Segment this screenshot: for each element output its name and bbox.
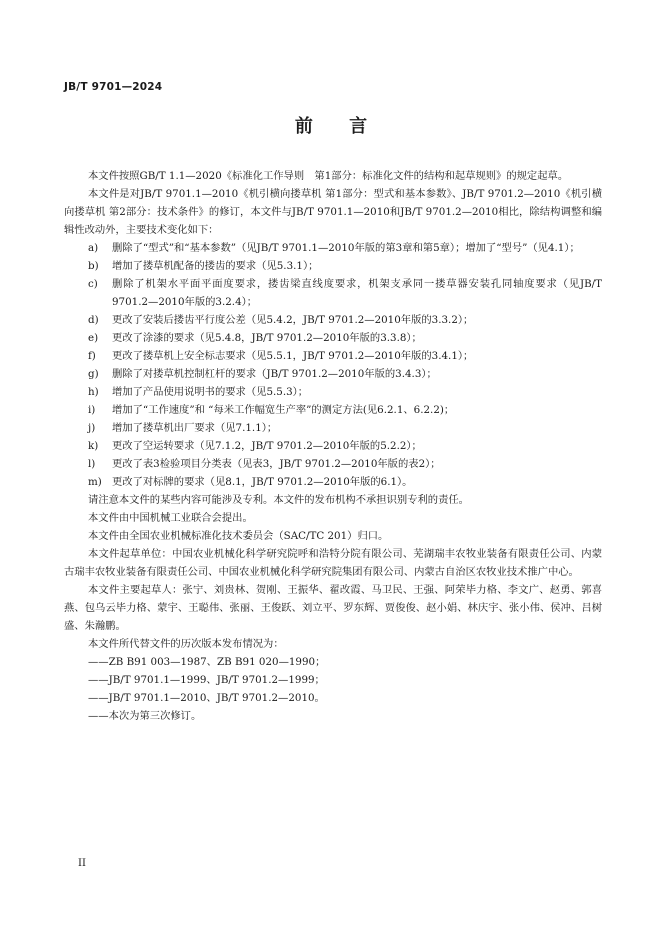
page-title: 前 言 xyxy=(294,116,368,137)
list-item xyxy=(64,383,602,401)
list-marker: h) xyxy=(88,386,99,398)
list-marker: j) xyxy=(88,422,96,434)
list-item xyxy=(64,455,602,473)
list-text: 更改了涂漆的要求（见5.4.8，JB/T 9701.2—2010年版的3.3.8）； xyxy=(112,332,422,344)
intro-paragraph: 本文件按照GB/T 1.1—2020《标准化工作导则 第1部分：标准化文件的结构和起草规则》的规定起草。 xyxy=(88,170,569,182)
list-text: 更改了搂草机上安全标志要求（见5.5.1，JB/T 9701.2—2010年版的3.4.1）； xyxy=(112,350,474,362)
list-item xyxy=(64,473,602,491)
list-marker: g) xyxy=(88,368,99,380)
list-item xyxy=(64,347,602,365)
list-text: 删除了机架水平面平面度要求，搂齿梁直线度要求，机架支承同一搂草器安装孔同轴度要求（见JB/T 9701.2—2010年版的3.2.4）； xyxy=(112,278,602,308)
drafting-units: 本文件起草单位：中国农业机械化科学研究院呼和浩特分院有限公司、芜湖瑞丰农牧业装备有限责任公司、内蒙古瑞丰农牧业装备有限责任公司、中国农业机械化科学研究院集团有限公司、内蒙古自治区农牧业技术推广中心。 xyxy=(64,548,602,578)
list-marker: b) xyxy=(88,260,99,272)
list-text: 更改了对标牌的要求（见8.1，JB/T 9701.2—2010年版的6.1）。 xyxy=(112,476,413,488)
history-item: ——JB/T 9701.1—1999、JB/T 9701.2—1999； xyxy=(88,674,325,686)
list-marker: a) xyxy=(88,242,99,254)
history-intro: 本文件所代替文件的历次版本发布情况为： xyxy=(88,638,284,650)
list-item xyxy=(64,437,602,455)
list-text: 增加了搂草机配备的搂齿的要求（见5.3.1）； xyxy=(112,260,319,272)
proposer-note: 本文件由中国机械工业联合会提出。 xyxy=(88,512,253,524)
list-text: 删除了“型式”和“基本参数”（见JB/T 9701.1—2010年版的第3章和第5章）；增加了“型号”（见4.1）； xyxy=(112,242,580,254)
list-item xyxy=(64,275,602,311)
list-marker: d) xyxy=(88,314,99,326)
list-text: 更改了表3检验项目分类表（见表3，JB/T 9701.2—2010年版的表2）； xyxy=(112,458,441,470)
list-marker: f) xyxy=(88,350,96,362)
list-item xyxy=(64,257,602,275)
list-marker: m) xyxy=(88,476,102,488)
list-item xyxy=(64,311,602,329)
document-number: JB/T 9701—2024 xyxy=(64,81,163,93)
list-text: 增加了搂草机出厂要求（见7.1.1）； xyxy=(112,422,278,434)
list-item xyxy=(64,329,602,347)
list-text: 删除了对搂草机控制杠杆的要求（JB/T 9701.2—2010年版的3.4.3）； xyxy=(112,368,437,380)
list-text: 更改了空运转要求（见7.1.2，JB/T 9701.2—2010年版的5.2.2）； xyxy=(112,440,422,452)
patent-note: 请注意本文件的某些内容可能涉及专利。本文件的发布机构不承担识别专利的责任。 xyxy=(88,494,469,506)
list-marker: i) xyxy=(88,404,96,416)
list-item xyxy=(64,401,602,419)
history-item: ——ZB B91 003—1987、ZB B91 020—1990； xyxy=(88,656,326,668)
list-item xyxy=(64,365,602,383)
list-marker: k) xyxy=(88,440,99,452)
drafters: 本文件主要起草人：张宁、刘贵林、贺刚、王振华、翟改霞、马卫民、王强、阿荣毕力格、李文广、赵勇、郭喜燕、包乌云毕力格、蒙宇、王聪伟、张丽、王俊跃、刘立平、罗东辉、贾俊俊、赵小娟、林庆宇、张小伟、侯冲、吕树盛、朱瀚鹏。 xyxy=(64,584,602,632)
history-item: ——JB/T 9701.1—2010、JB/T 9701.2—2010。 xyxy=(88,692,325,704)
committee-note: 本文件由全国农业机械标准化技术委员会（SAC/TC 201）归口。 xyxy=(88,530,389,542)
list-text: 增加了产品使用说明书的要求（见5.5.3）； xyxy=(112,386,309,398)
history-item: ——本次为第三次修订。 xyxy=(88,710,202,722)
list-item xyxy=(64,419,602,437)
list-text: 更改了安装后搂齿平行度公差（见5.4.2，JB/T 9701.2—2010年版的3.3.2）； xyxy=(112,314,474,326)
list-marker: e) xyxy=(88,332,99,344)
document-body xyxy=(64,167,602,725)
list-marker: l) xyxy=(88,458,96,470)
intro-paragraph: 本文件是对JB/T 9701.1—2010《机引横向搂草机 第1部分：型式和基本参数》、JB/T 9701.2—2010《机引横向搂草机 第2部分：技术条件》的修订，本文件与JB/T 9701.1—2010和JB/T 9701.2—2010相比，除结构调整和编辑性改动外，主要技术变化如下： xyxy=(64,188,602,236)
page-number: II xyxy=(78,858,86,869)
list-item xyxy=(64,239,602,257)
list-text: 增加了“工作速度”和 “每米工作幅宽生产率”的测定方法(见6.2.1、6.2.2)； xyxy=(112,404,455,416)
list-marker: c) xyxy=(88,278,98,290)
